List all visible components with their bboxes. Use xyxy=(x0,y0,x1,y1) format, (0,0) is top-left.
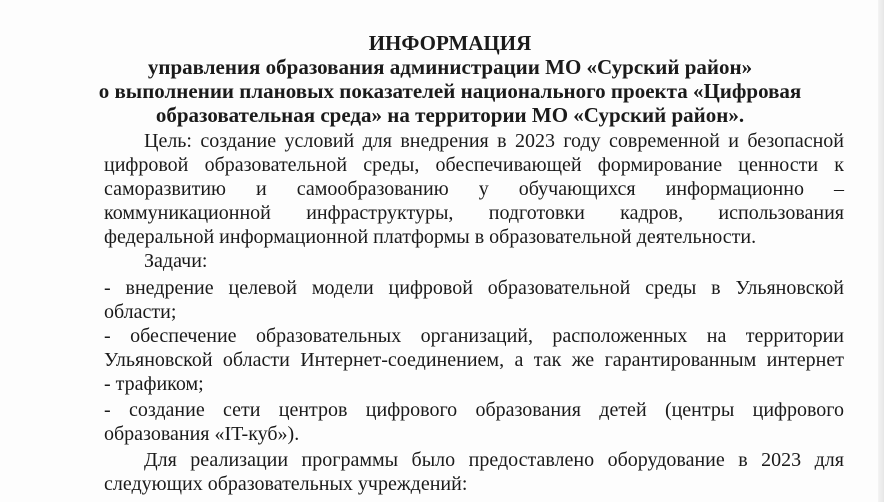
document-subtitle-line-1: управления образования администрации МО «Сурский район» xyxy=(147,55,753,79)
goal-line-2: цифровой образовательной среды, обеспечивающей формирование ценности к xyxy=(104,154,844,176)
task-line-4: Ульяновской области Интернет-соединением, а так же гарантированным интернет xyxy=(104,349,844,371)
document-subtitle-line-2: о выполнении плановых показателей национального проекта «Цифровая xyxy=(98,79,802,103)
goal-line-3: саморазвитию и самообразованию у обучающихся информационно – xyxy=(104,178,844,200)
tasks-heading: Задачи: xyxy=(144,250,208,272)
document-title: ИНФОРМАЦИЯ xyxy=(368,31,532,55)
task-line-3: - обеспечение образовательных организаций, расположенных на территории xyxy=(104,325,844,347)
scan-edge-shadow xyxy=(878,0,884,502)
goal-line-1: Цель: создание условий для внедрения в 2023 году современной и безопасной xyxy=(144,130,844,152)
closing-line-1: Для реализации программы было предоставлено оборудование в 2023 для xyxy=(144,449,844,471)
task-line-7: образования «IT-куб»). xyxy=(104,423,300,445)
task-line-1: - внедрение целевой модели цифровой образовательной среды в Ульяновской xyxy=(104,277,844,299)
task-line-5: - трафиком; xyxy=(104,373,204,395)
closing-line-2: следующих образовательных учреждений: xyxy=(104,473,468,495)
goal-line-5: федеральной информационной платформы в образовательной деятельности. xyxy=(104,226,757,248)
goal-line-4: коммуникационной инфраструктуры, подготовки кадров, использования xyxy=(104,202,844,224)
task-line-2: области; xyxy=(104,301,177,323)
task-line-6: - создание сети центров цифрового образования детей (центры цифрового xyxy=(104,399,844,421)
document-subtitle-line-3: образовательная среда» на территории МО «Сурский район». xyxy=(155,103,745,127)
